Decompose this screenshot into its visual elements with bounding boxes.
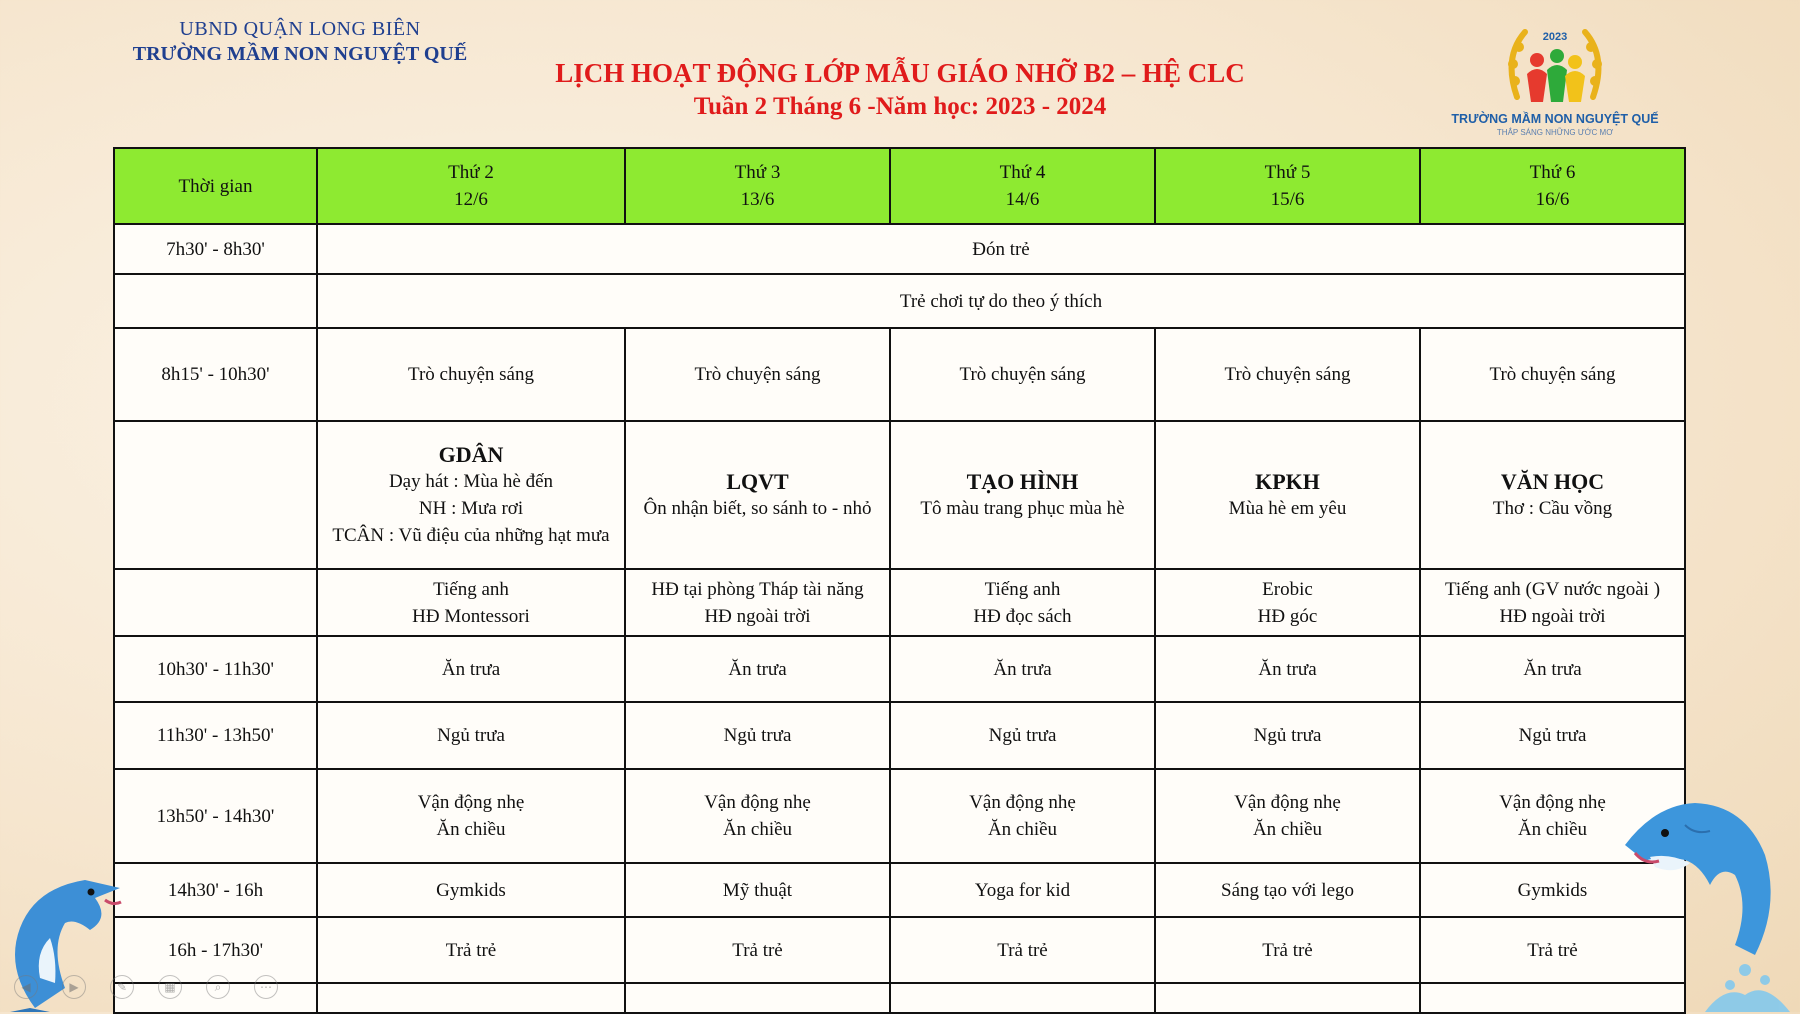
- activity-line: HĐ ngoài trời: [1499, 605, 1606, 627]
- day-name: Thứ 4: [999, 162, 1046, 183]
- lesson-line: TCÂN : Vũ điệu của những hạt mưa: [332, 525, 610, 546]
- day-name: Thứ 3: [734, 162, 781, 183]
- table-row: [114, 769, 1685, 863]
- schedule-table: [113, 147, 1686, 1014]
- table-row: [114, 224, 1685, 274]
- more-options-icon[interactable]: ⋯: [254, 975, 278, 999]
- activity-cell: [317, 769, 625, 863]
- table-row: [114, 421, 1685, 569]
- activity-line: HĐ tại phòng Tháp tài năng: [651, 578, 864, 600]
- activity-line: Vận động nhẹ: [704, 792, 811, 813]
- activity-cell: Trả trẻ: [317, 917, 625, 983]
- lesson-line: Ôn nhận biết, so sánh to - nhỏ: [643, 498, 872, 519]
- table-row: [114, 917, 1685, 983]
- activity-cell: [625, 769, 890, 863]
- pen-icon[interactable]: ✎: [110, 975, 134, 999]
- splash-icon: [1705, 964, 1790, 1012]
- activity-cell: Ngủ trưa: [1155, 702, 1420, 769]
- table-row: [114, 274, 1685, 328]
- time-cell: 16h - 17h30': [114, 917, 317, 983]
- activity-cell: Ngủ trưa: [625, 702, 890, 769]
- slides-grid-icon[interactable]: ▦: [158, 975, 182, 999]
- day-header: [1420, 148, 1685, 224]
- day-date: 13/6: [740, 189, 775, 210]
- activity-cell: [890, 769, 1155, 863]
- next-slide-icon[interactable]: ▶: [62, 975, 86, 999]
- table-row: [114, 863, 1685, 917]
- day-name: Thứ 6: [1529, 162, 1576, 183]
- zoom-icon[interactable]: ⌕: [206, 975, 230, 999]
- table-row: [114, 636, 1685, 702]
- time-cell: [114, 569, 317, 636]
- activity-cell: Gymkids: [1420, 863, 1685, 917]
- activity-cell: Trò chuyện sáng: [1420, 328, 1685, 421]
- schedule-title-sub: Tuần 2 Tháng 6 -Năm học: 2023 - 2024: [693, 93, 1107, 120]
- activity-line: Ăn chiều: [1252, 819, 1323, 840]
- activity-cell: Ngủ trưa: [317, 702, 625, 769]
- time-cell: 11h30' - 13h50': [114, 702, 317, 769]
- lesson-cell: [317, 421, 625, 569]
- table-row: [114, 569, 1685, 636]
- table-row: [114, 702, 1685, 769]
- children-icon: [1527, 49, 1585, 102]
- activity-cell: Ngủ trưa: [890, 702, 1155, 769]
- day-name: Thứ 5: [1264, 162, 1311, 183]
- time-cell: 14h30' - 16h: [114, 863, 317, 917]
- activity-cell: Trò chuyện sáng: [890, 328, 1155, 421]
- activity-line: Ăn chiều: [987, 819, 1058, 840]
- activity-cell: Ăn trưa: [890, 636, 1155, 702]
- lesson-subject: GDÂN: [438, 442, 504, 467]
- time-cell: 8h15' - 10h30': [114, 328, 317, 421]
- lesson-subject: LQVT: [726, 469, 789, 494]
- logo-school-name: TRƯỜNG MẦM NON NGUYỆT QUẾ: [1451, 112, 1659, 126]
- lesson-cell: [1420, 421, 1685, 569]
- previous-slide-icon[interactable]: ◀: [14, 975, 38, 999]
- day-header: [625, 148, 890, 224]
- lesson-line: Tô màu trang phục mùa hè: [920, 498, 1125, 519]
- lesson-cell: [625, 421, 890, 569]
- lesson-subject: TẠO HÌNH: [966, 469, 1079, 494]
- activity-cell: Trẻ chơi tự do theo ý thích: [317, 274, 1685, 328]
- lesson-line: NH : Mưa rơi: [418, 498, 524, 519]
- activity-cell: Trò chuyện sáng: [317, 328, 625, 421]
- activity-cell: Ăn trưa: [625, 636, 890, 702]
- day-date: 12/6: [454, 189, 488, 210]
- time-cell: 13h50' - 14h30': [114, 769, 317, 863]
- lesson-subject: VĂN HỌC: [1500, 469, 1605, 494]
- logo-year: 2023: [1542, 31, 1568, 43]
- activity-line: Tiếng anh (GV nước ngoài ): [1444, 578, 1661, 600]
- school-name: TRƯỜNG MẦM NON NGUYỆT QUẾ: [132, 43, 468, 65]
- activity-line: Vận động nhẹ: [417, 792, 525, 813]
- day-header: [317, 148, 625, 224]
- day-date: 16/6: [1535, 189, 1570, 210]
- activity-cell: Trả trẻ: [1420, 917, 1685, 983]
- table-row: [114, 328, 1685, 421]
- activity-cell: [1420, 569, 1685, 636]
- activity-cell: [317, 983, 625, 1013]
- activity-cell: [317, 569, 625, 636]
- day-date: 15/6: [1270, 189, 1305, 210]
- activity-cell: Ăn trưa: [1155, 636, 1420, 702]
- activity-line: HĐ Montessori: [412, 605, 530, 627]
- time-cell: [114, 274, 317, 328]
- activity-cell: Mỹ thuật: [625, 863, 890, 917]
- district-name: UBND QUẬN LONG BIÊN: [179, 18, 421, 40]
- time-cell: 7h30' - 8h30': [114, 224, 317, 274]
- activity-cell: [890, 983, 1155, 1013]
- activity-cell: Trả trẻ: [625, 917, 890, 983]
- lesson-cell: [890, 421, 1155, 569]
- lesson-subject: KPKH: [1255, 469, 1320, 494]
- activity-line: Tiếng anh: [984, 578, 1061, 600]
- table-row: [114, 983, 1685, 1013]
- activity-line: Erobic: [1262, 578, 1313, 600]
- activity-cell: Đón trẻ: [317, 224, 1685, 274]
- activity-cell: Ăn trưa: [317, 636, 625, 702]
- lesson-line: Thơ : Cầu vồng: [1492, 498, 1613, 519]
- activity-cell: Trò chuyện sáng: [625, 328, 890, 421]
- activity-cell: Trả trẻ: [1155, 917, 1420, 983]
- activity-line: Ăn chiều: [1517, 819, 1588, 840]
- activity-cell: [1155, 983, 1420, 1013]
- activity-line: HĐ góc: [1257, 605, 1318, 627]
- lesson-line: Dạy hát : Mùa hè đến: [388, 471, 554, 492]
- activity-cell: Yoga for kid: [890, 863, 1155, 917]
- activity-line: Ăn chiều: [436, 819, 506, 840]
- activity-cell: Trả trẻ: [890, 917, 1155, 983]
- activity-line: Vận động nhẹ: [1499, 792, 1606, 813]
- day-header: [1155, 148, 1420, 224]
- activity-cell: [625, 569, 890, 636]
- lesson-line: Mùa hè em yêu: [1228, 498, 1347, 519]
- activity-cell: Ăn trưa: [1420, 636, 1685, 702]
- activity-line: Tiếng anh: [433, 578, 509, 600]
- activity-line: HĐ đọc sách: [973, 605, 1072, 627]
- time-cell: 10h30' - 11h30': [114, 636, 317, 702]
- logo-slogan: THẮP SÁNG NHỮNG ƯỚC MƠ: [1496, 128, 1614, 137]
- dolphin-right-icon: [1615, 795, 1800, 1012]
- lesson-cell: [1155, 421, 1420, 569]
- activity-cell: Ngủ trưa: [1420, 702, 1685, 769]
- day-date: 14/6: [1005, 189, 1040, 210]
- time-cell: [114, 421, 317, 569]
- activity-cell: Sáng tạo với lego: [1155, 863, 1420, 917]
- activity-line: HĐ ngoài trời: [704, 605, 811, 627]
- activity-line: Vận động nhẹ: [969, 792, 1076, 813]
- day-header: [890, 148, 1155, 224]
- schedule-title-main: LỊCH HOẠT ĐỘNG LỚP MẪU GIÁO NHỠ B2 – HỆ CLC: [555, 58, 1245, 88]
- table-header-row: [114, 148, 1685, 224]
- activity-cell: Gymkids: [317, 863, 625, 917]
- activity-cell: Trò chuyện sáng: [1155, 328, 1420, 421]
- activity-cell: [625, 983, 890, 1013]
- activity-cell: [1155, 569, 1420, 636]
- activity-cell: [890, 569, 1155, 636]
- activity-cell: [1155, 769, 1420, 863]
- activity-line: Ăn chiều: [722, 819, 793, 840]
- activity-line: Vận động nhẹ: [1234, 792, 1341, 813]
- day-name: Thứ 2: [448, 162, 494, 183]
- time-column-header: Thời gian: [114, 148, 317, 224]
